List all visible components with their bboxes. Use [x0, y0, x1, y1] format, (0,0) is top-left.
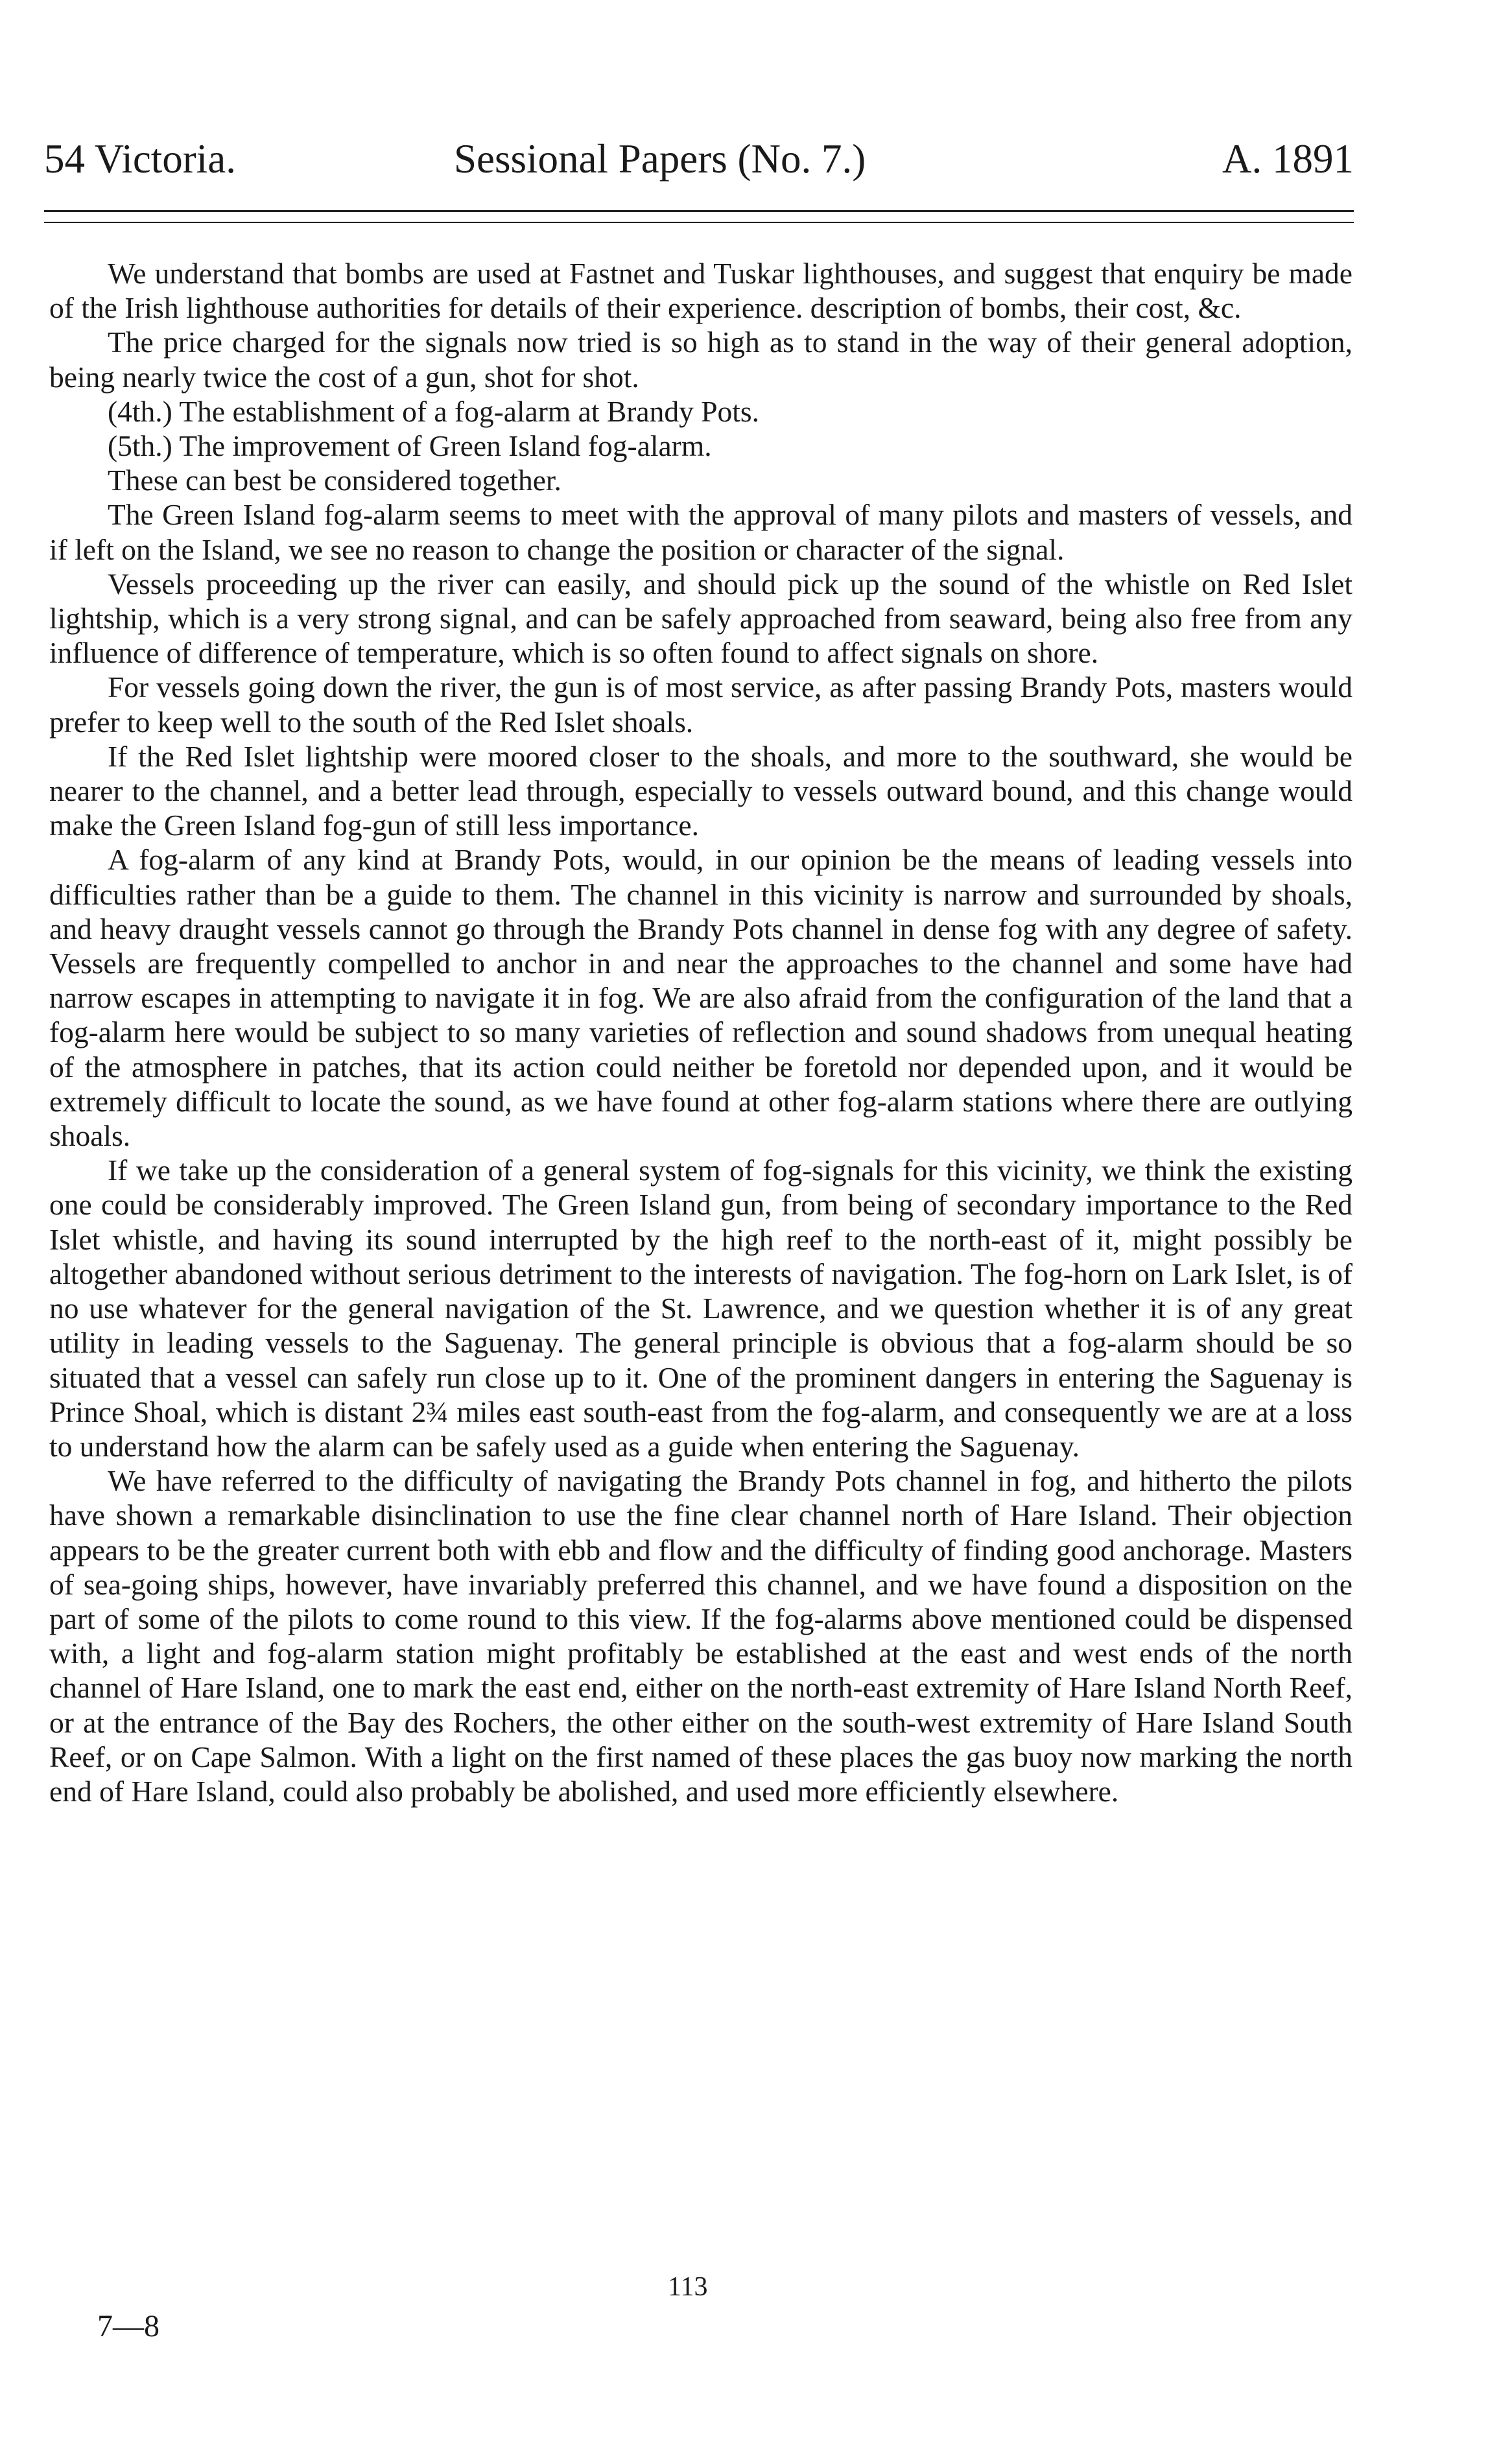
signature-mark: 7—8 [97, 2309, 159, 2343]
paragraph: (4th.) The establishment of a fog-alarm at Brandy Pots. [108, 394, 759, 428]
header-title: Sessional Papers (No. 7.) [454, 136, 866, 182]
paragraph: The price charged for the signals now tried is so high as to stand in the way of their general adoption, being nearly twice the cost of a gun, shot for shot. [49, 326, 1353, 394]
running-header [44, 130, 1354, 188]
paragraph: We have referred to the difficulty of navigating the Brandy Pots channel in fog, and hitherto the pilots have shown a remarkable disinclination to use the fine clear channel north of Hare Island. Their objection appears to be the greater current both with ebb and flow and the difficulty of finding good anchorage. Masters of sea-going ships, however, have invariably preferred this channel, and we have found a disposition on the part of some of the pilots to come round to this view. If the fog-alarms above mentioned could be dispensed with, a light and fog-alarm station might profitably be established at the east and west ends of the north channel of Hare Island, one to mark the east end, either on the north-east extremity of Hare Island North Reef, or at the entrance of the Bay des Rochers, the other either on the south-west extremity of Hare Island South Reef, or on Cape Salmon. With a light on the first named of these places the gas buoy now marking the north end of Hare Island, could also probably be abolished, and used more efficiently elsewhere. [49, 1464, 1353, 1808]
header-rule-bottom [44, 222, 1354, 223]
page-number: 113 [668, 2272, 708, 2302]
paragraph: The Green Island fog-alarm seems to meet with the approval of many pilots and masters of vessels, and if left on the Island, we see no reason to change the position or character of the signal. [49, 498, 1353, 566]
paragraph: A fog-alarm of any kind at Brandy Pots, would, in our opinion be the means of leading vessels into difficulties rather than be a guide to them. The channel in this vicinity is narrow and surrounded by shoals, and heavy draught vessels cannot go through the Brandy Pots channel in dense fog with any degree of safety. Vessels are frequently compelled to anchor in and near the approaches to the channel and some have had narrow escapes in attempting to navigate it in fog. We are also afraid from the configuration of the land that a fog-alarm here would be subject to so many varieties of reflection and sound shadows from unequal heating of the atmosphere in patches, that its action could neither be foretold nor depended upon, and it would be extremely difficult to locate the sound, as we have found at other fog-alarm stations where there are outlying shoals. [49, 843, 1353, 1153]
paragraph: These can best be considered together. [108, 464, 561, 497]
paragraph: For vessels going down the river, the gun is of most service, as after passing Brandy Pots, masters would prefer to keep well to the south of the Red Islet shoals. [49, 670, 1353, 739]
paragraph: (5th.) The improvement of Green Island fog-alarm. [108, 429, 712, 463]
paragraph: If we take up the consideration of a general system of fog-signals for this vicinity, we think the existing one could be considerably improved. The Green Island gun, from being of secondary importance to the Red Islet whistle, and having its sound interrupted by the high reef to the north-east of it, might possibly be altogether abandoned without serious detriment to the interests of navigation. The fog-horn on Lark Islet, is of no use whatever for the general navigation of the St. Lawrence, and we question whether it is of any great utility in leading vessels to the Saguenay. The general principle is obvious that a fog-alarm should be so situated that a vessel can safely run close up to it. One of the prominent dangers in entering the Saguenay is Prince Shoal, which is distant 2¾ miles east south-east from the fog-alarm, and consequently we are at a loss to understand how the alarm can be safely used as a guide when entering the Saguenay. [49, 1154, 1353, 1463]
paragraph: Vessels proceeding up the river can easily, and should pick up the sound of the whistle on Red Islet lightship, which is a very strong signal, and can be safely approached from seaward, being also free from any influence of difference of temperature, which is so often found to affect signals on shore. [49, 567, 1353, 670]
header-rule-top [44, 210, 1354, 212]
body-text [49, 256, 1353, 1808]
header-session: 54 Victoria. [44, 136, 236, 182]
header-year: A. 1891 [1222, 136, 1354, 182]
paragraph: We understand that bombs are used at Fastnet and Tuskar lighthouses, and suggest that enquiry be made of the Irish lighthouse authorities for details of their experience. description of bombs, their cost, &c. [49, 257, 1353, 325]
paragraph: If the Red Islet lightship were moored closer to the shoals, and more to the southward, she would be nearer to the channel, and a better lead through, especially to vessels outward bound, and this change would make the Green Island fog-gun of still less importance. [49, 739, 1353, 842]
